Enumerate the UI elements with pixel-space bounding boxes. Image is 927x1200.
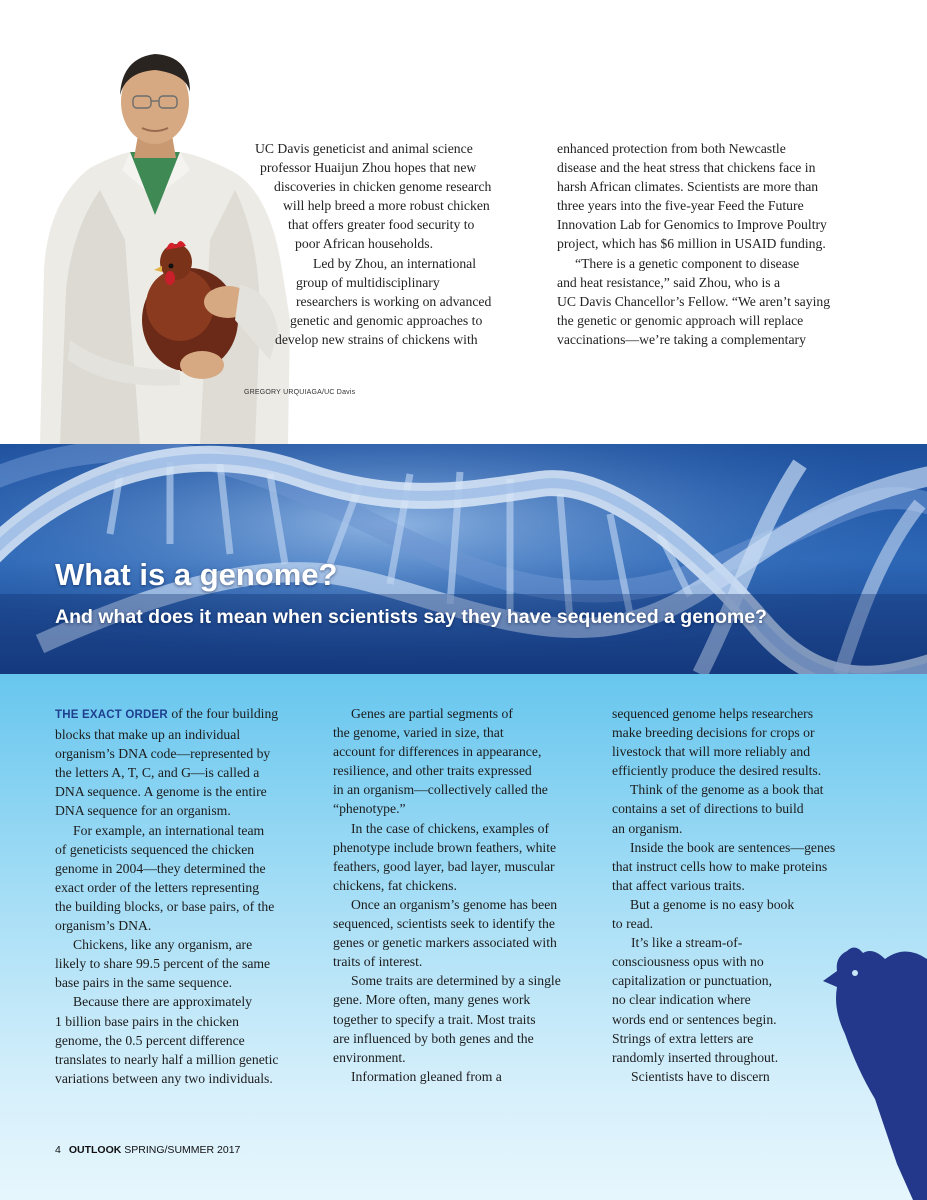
text-line: no clear indication where [612,992,751,1008]
text-line: Information gleaned from a [351,1068,502,1084]
text-line: make breeding decisions for crops or [612,725,815,741]
text-line: to read. [612,916,654,932]
photo-credit: GREGORY URQUIAGA/UC Davis [244,389,356,396]
text-line: researchers is working on advanced [296,293,492,309]
text-line: livestock that will more reliably and [612,744,811,760]
text-line: sequenced, scientists seek to identify the [333,916,555,932]
text-line: will help breed a more robust chicken [283,198,490,214]
text-line: in an organism—collectively called the [333,782,548,798]
text-line: the genome, varied in size, that [333,725,504,741]
text-line: genetic and genomic approaches to [290,312,483,328]
text-line: vaccinations—we’re taking a complementary [557,331,806,347]
text-line: an organism. [612,820,683,836]
text-line: base pairs in the same sequence. [55,975,233,991]
text-line: project, which has $6 million in USAID funding. [557,236,826,252]
text-line: professor Huaijun Zhou hopes that new [260,160,477,176]
text-line: chickens, fat chickens. [333,877,457,893]
text-line: organism’s DNA. [55,918,152,934]
text-line: Strings of extra letters are [612,1030,754,1046]
text-line: words end or sentences begin. [612,1011,777,1027]
text-line: Genes are partial segments of [351,706,513,721]
lead-in: THE EXACT ORDER [55,709,168,721]
text-line: that affect various traits. [612,877,745,893]
text-line: disease and the heat stress that chickens face in [557,160,816,176]
text-line: Chickens, like any organism, are [73,937,253,953]
text-line: contains a set of directions to build [612,801,804,817]
text-line: UC Davis Chancellor’s Fellow. “We aren’t saying [557,293,831,309]
text-line: develop new strains of chickens with [275,331,478,347]
text-line: DNA sequence for an organism. [55,803,231,819]
text-line: that offers greater food security to [288,217,475,233]
text-line: Some traits are determined by a single [351,973,561,989]
intro-column-right [557,139,887,349]
text-line: gene. More often, many genes work [333,992,531,1008]
text-line: blocks that make up an individual [55,727,241,743]
section-title: What is a genome? [55,557,338,592]
text-line: organism’s DNA code—represented by [55,746,271,762]
magazine-name: OUTLOOK [68,1144,122,1156]
text-line: the genetic or genomic approach will replace [557,312,804,328]
text-line: three years into the five-year Feed the Future [557,198,804,214]
text-line: Inside the book are sentences—genes [630,839,836,855]
text-line: of geneticists sequenced the chicken [55,841,255,857]
text-line: It’s like a stream-of- [631,935,743,951]
text-line: consciousness opus with no [612,954,764,970]
page-number: 4 [55,1144,61,1156]
text-line: genome in 2004—they determined the [55,860,266,876]
text-line: translates to nearly half a million genetic [55,1051,279,1067]
text-line: 1 billion base pairs in the chicken [55,1013,239,1029]
article-column-1 [55,704,279,1088]
text-line: feathers, good layer, bad layer, muscular [333,858,555,874]
text-line: likely to share 99.5 percent of the same [55,956,271,972]
text-line: Scientists have to discern [631,1068,770,1084]
text-line: the building blocks, or base pairs, of the [55,898,275,914]
text-line: But a genome is no easy book [630,896,795,912]
text-line: genome, the 0.5 percent difference [55,1032,245,1048]
text-line: Led by Zhou, an international [313,255,477,271]
text-line: Innovation Lab for Genomics to Improve Poultry [557,217,827,233]
text-line: genes or genetic markers associated with [333,935,557,951]
text-line: group of multidisciplinary [296,274,440,290]
text-line: sequenced genome helps researchers [612,706,814,721]
article-column-3 [612,704,835,1086]
text-line: Because there are approximately [73,994,252,1010]
text-line: efficiently produce the desired results. [612,763,822,779]
text-line: “phenotype.” [333,801,406,817]
text-line: traits of interest. [333,954,423,970]
text-line: harsh African climates. Scientists are more than [557,179,819,195]
text-line: phenotype include brown feathers, white [333,839,557,855]
section-subtitle: And what does it mean when scientists say they have sequenced a genome? [55,606,767,628]
text-line: UC Davis geneticist and animal science [255,141,473,156]
text-line: capitalization or punctuation, [612,973,773,989]
text-line: “There is a genetic component to disease [575,255,800,271]
article-column-2 [333,704,561,1086]
text-line: account for differences in appearance, [333,744,542,760]
text-line: together to specify a trait. Most traits [333,1011,536,1027]
text-line: Think of the genome as a book that [630,782,824,798]
text-line: the letters A, T, C, and G—is called a [55,765,260,781]
intro-column-left [0,139,540,349]
text-line: Once an organism’s genome has been [351,896,558,912]
text-line: poor African households. [295,236,433,252]
page-footer [55,1144,240,1156]
text-line: For example, an international team [73,822,265,838]
text-line: enhanced protection from both Newcastle [557,141,786,156]
issue-label: SPRING/SUMMER 2017 [121,1144,241,1156]
text-line: that instruct cells how to make proteins [612,858,828,874]
text-line [55,704,279,725]
text-line: exact order of the letters representing [55,879,260,895]
text-line: are influenced by both genes and the [333,1030,534,1046]
lead-in-rest: of the four building [167,706,279,721]
text-line: variations between any two individuals. [55,1070,273,1086]
text-line: randomly inserted throughout. [612,1049,779,1065]
text-line: discoveries in chicken genome research [274,179,492,195]
text-line: DNA sequence. A genome is the entire [55,784,267,800]
text-line: In the case of chickens, examples of [351,820,550,836]
text-line: environment. [333,1049,406,1065]
text-line: resilience, and other traits expressed [333,763,532,779]
text-line: and heat resistance,” said Zhou, who is a [557,274,781,290]
